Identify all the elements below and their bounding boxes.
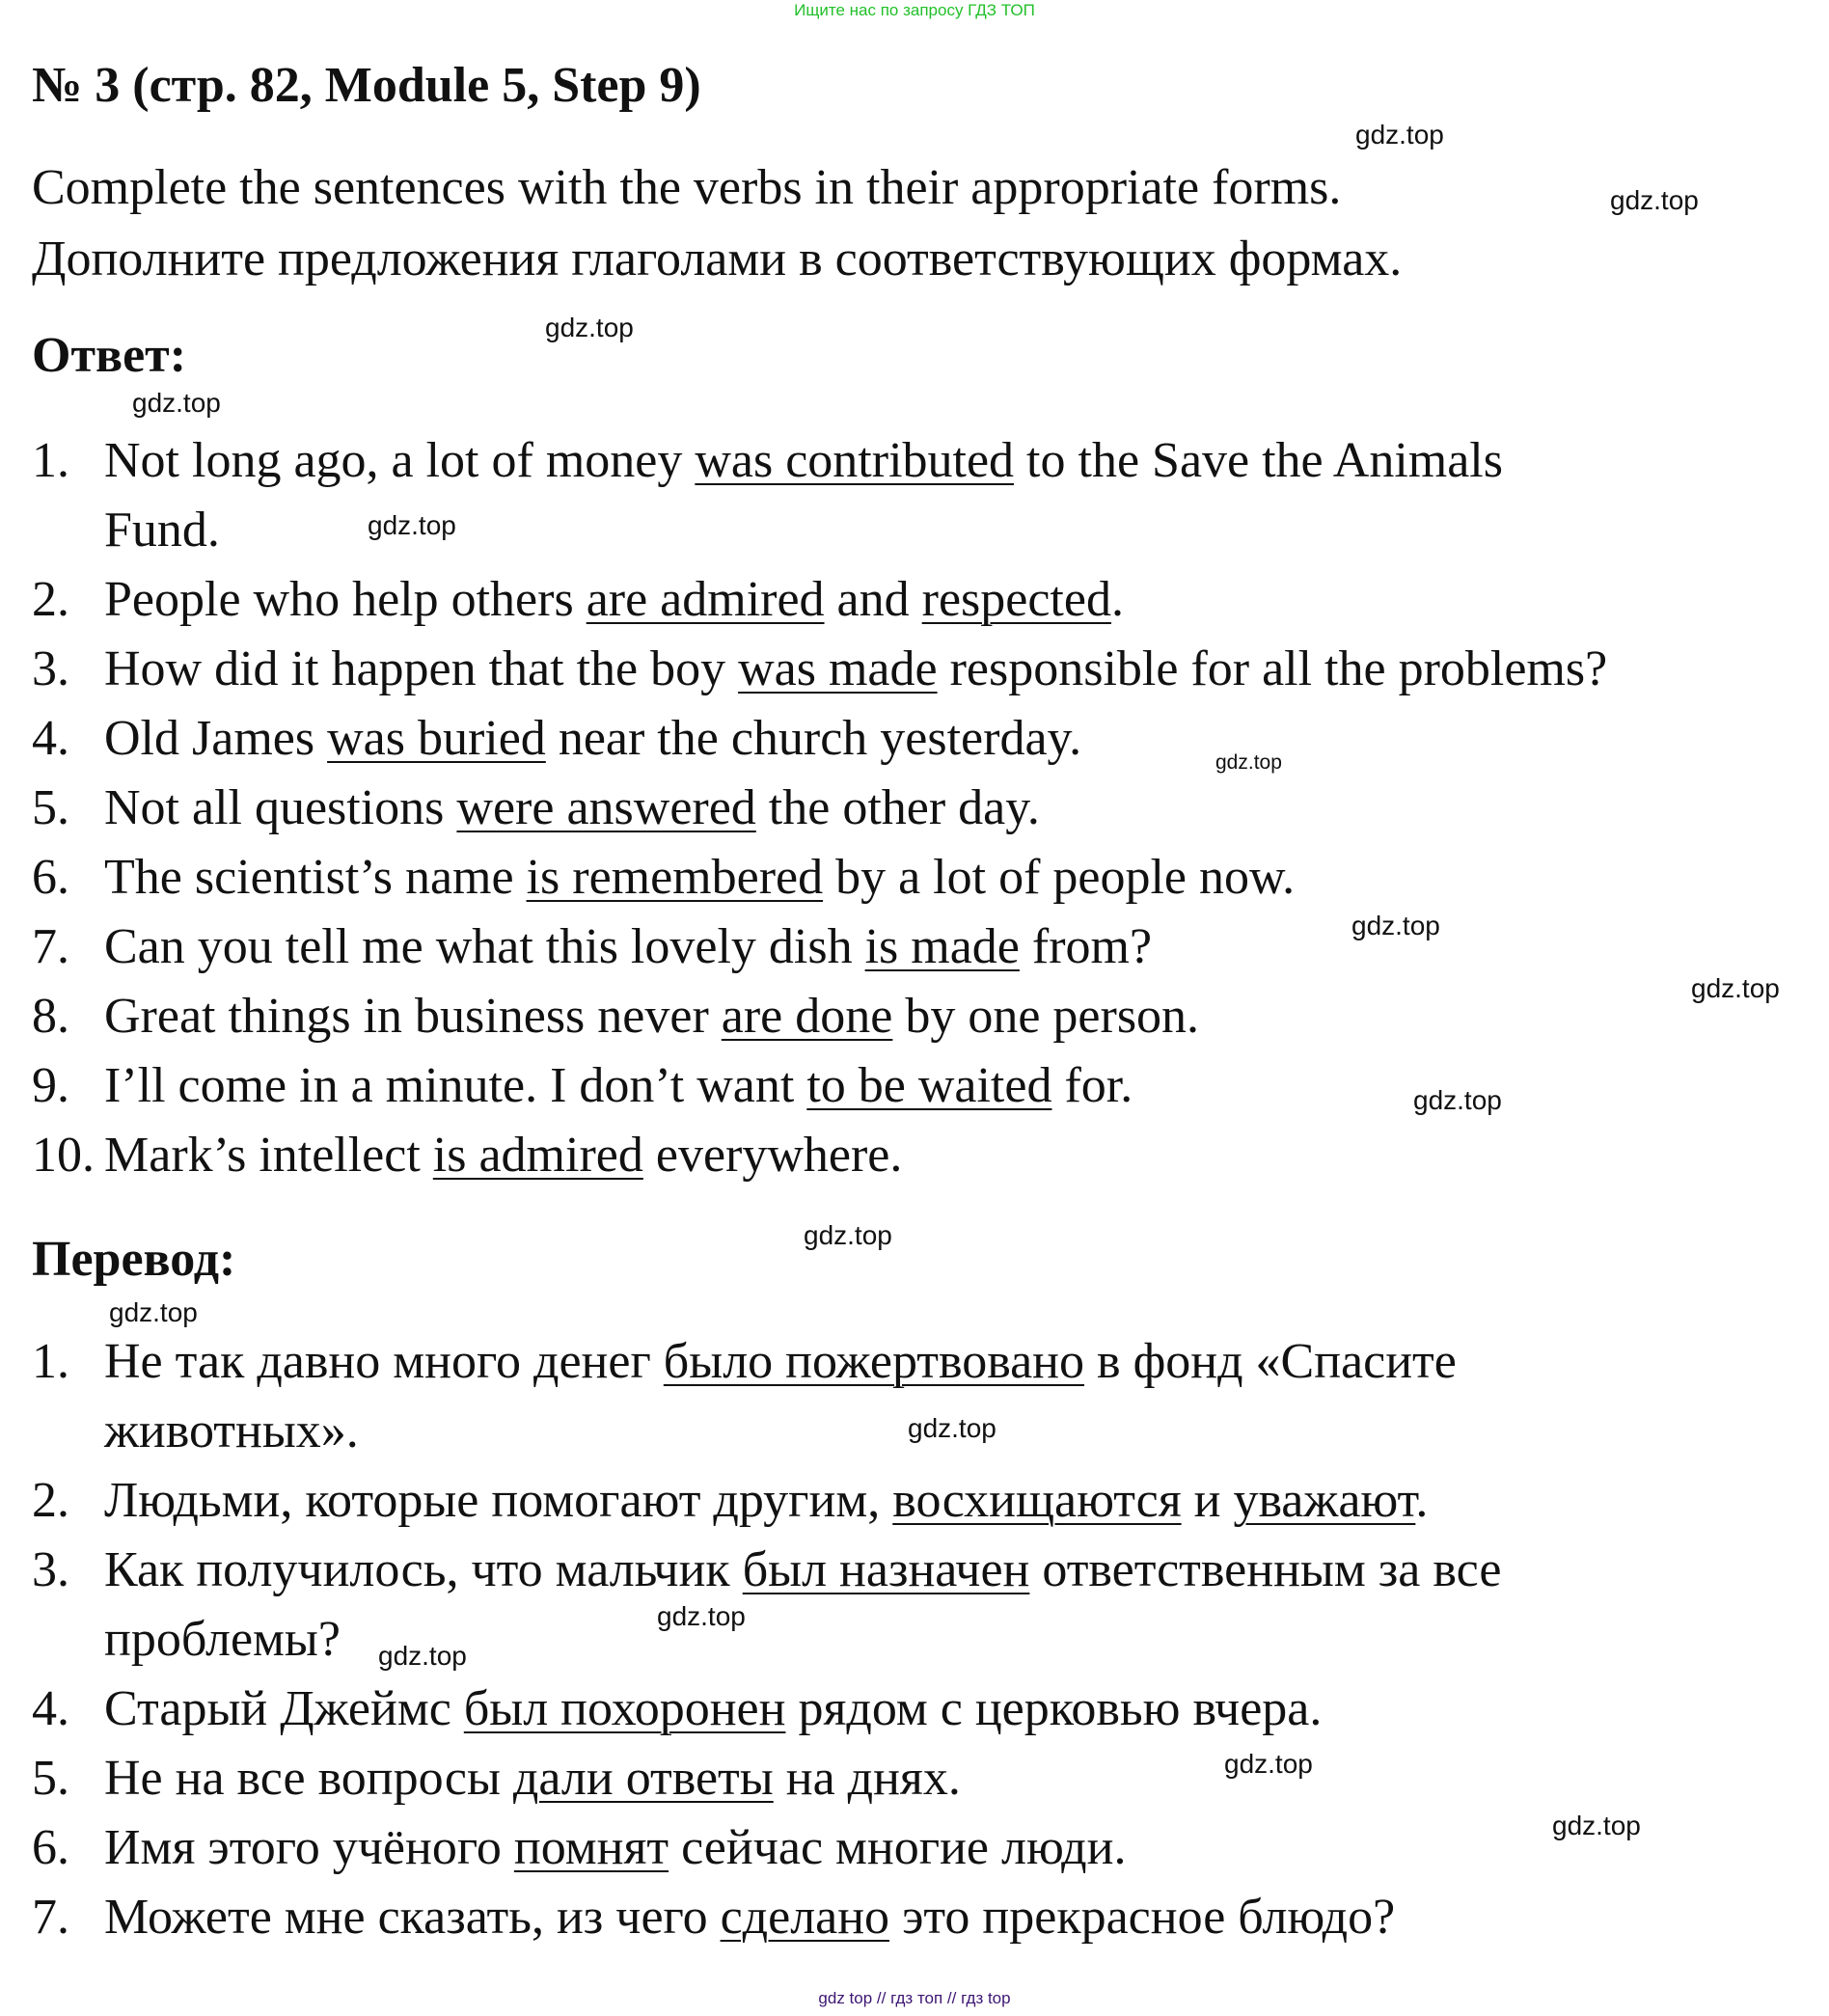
item-text [104,1051,1133,1121]
item-text [104,982,1199,1051]
item-text [104,1813,1126,1883]
item-number: 3. [32,641,69,696]
list-item [32,1675,1501,1744]
watermark: gdz.top [1224,1749,1313,1779]
list-item [32,1536,1501,1605]
item-text [104,1327,1457,1397]
item-text [104,1883,1395,1952]
watermark: gdz.top [1610,185,1699,215]
item-text [104,1605,341,1675]
text-segment: Old James [104,711,328,766]
text-segment: Mark’s intellect [104,1128,433,1183]
watermark: gdz.top [657,1601,746,1631]
item-number: 4. [32,711,69,766]
answer-heading: Ответ: [32,328,187,383]
translation-heading: Перевод: [32,1232,236,1287]
watermark: gdz.top [1691,973,1780,1003]
item-text [104,635,1607,704]
item-text [104,1397,359,1466]
text-segment: . [1415,1473,1429,1528]
list-item [32,843,1607,913]
text-segment: from? [1019,919,1153,974]
text-segment: to the Save the Animals [1014,433,1503,488]
text-segment: by one person. [892,989,1200,1044]
text-segment: Людьми, которые помогают другим, [104,1473,893,1528]
task-ru: Дополните предложения глаголами в соответствующих формах. [32,232,1403,286]
answer-verb: to be waited [806,1058,1052,1113]
text-segment: в фонд «Спасите [1084,1334,1457,1389]
watermark: gdz.top [368,510,456,540]
watermark: gdz.top [132,388,221,418]
item-number: 3. [32,1542,69,1597]
text-segment: Fund. [104,503,220,558]
answer-verb: was buried [327,711,546,766]
answer-verb: are done [721,989,893,1044]
text-segment: это прекрасное блюдо? [889,1890,1396,1945]
translation-list [32,1327,1501,1952]
list-item [32,1466,1501,1536]
footer-note: gdz top // гдз топ // гдз top [818,1989,1011,2007]
item-number: 10. [32,1128,95,1183]
item-number: 2. [32,1473,69,1528]
text-segment: Имя этого учёного [104,1820,514,1875]
text-segment: Not all questions [104,780,457,835]
text-segment: Как получилось, что мальчик [104,1542,743,1597]
watermark: gdz.top [545,313,634,342]
item-number: 5. [32,780,69,835]
list-item [32,1883,1501,1952]
text-segment: Не на все вопросы [104,1751,513,1806]
item-number: 6. [32,1820,69,1875]
text-segment: for. [1051,1058,1133,1113]
item-number: 5. [32,1751,69,1806]
watermark: gdz.top [109,1297,198,1327]
text-segment: Можете мне сказать, из чего [104,1890,721,1945]
watermark: gdz.top [1355,120,1444,150]
item-text [104,496,220,565]
item-text [104,843,1295,913]
text-segment: животных». [104,1403,359,1458]
text-segment: by a lot of people now. [823,850,1296,905]
text-segment: near the church yesterday. [545,711,1082,766]
answer-verb: was made [738,641,938,696]
text-segment: ответственным за все [1029,1542,1502,1597]
item-text [104,704,1081,774]
answer-verb: уважают [1233,1473,1416,1528]
item-text [104,1536,1501,1605]
list-item [32,426,1607,496]
answer-verb: восхищаются [892,1473,1182,1528]
indent [32,496,104,565]
item-number: 6. [32,850,69,905]
text-segment: сейчас многие люди. [669,1820,1127,1875]
answer-verb: were answered [456,780,756,835]
text-segment: everywhere. [642,1128,903,1183]
indent [32,1605,104,1675]
list-item [32,982,1607,1051]
item-number: 4. [32,1681,69,1736]
text-segment: Не так давно много денег [104,1334,664,1389]
list-item [32,774,1607,843]
watermark: gdz.top [1413,1085,1502,1115]
item-text [104,1675,1322,1744]
answer-verb: дали ответы [512,1751,774,1806]
answer-list [32,426,1607,1190]
answer-verb: are admired [586,572,825,627]
page-title: № 3 (стр. 82, Module 5, Step 9) [32,58,701,113]
text-segment: How did it happen that the boy [104,641,739,696]
item-number: 9. [32,1058,69,1113]
text-segment: . [1110,572,1124,627]
list-item [32,565,1607,635]
item-text [104,913,1152,982]
answer-verb: is remembered [526,850,824,905]
watermark: gdz.top [908,1413,996,1443]
list-item [32,1051,1607,1121]
answer-verb: был похоронен [463,1681,786,1736]
answer-verb: был назначен [742,1542,1030,1597]
task-en: Complete the sentences with the verbs in their appropriate forms. [32,160,1342,215]
answer-verb: помнят [513,1820,669,1875]
text-segment: and [824,572,922,627]
text-segment: рядом с церковью вчера. [785,1681,1323,1736]
list-item-continuation [32,1605,1501,1675]
list-item [32,635,1607,704]
item-number: 1. [32,433,69,488]
list-item-continuation [32,1397,1501,1466]
item-number: 8. [32,989,69,1044]
list-item [32,1327,1501,1397]
text-segment: Старый Джеймс [104,1681,464,1736]
item-number: 1. [32,1334,69,1389]
text-segment: на днях. [773,1751,961,1806]
item-text [104,1121,902,1190]
item-text [104,1466,1428,1536]
list-item-continuation [32,496,1607,565]
text-segment: the other day. [755,780,1040,835]
text-segment: The scientist’s name [104,850,527,905]
text-segment: responsible for all the problems? [937,641,1608,696]
item-number: 7. [32,919,69,974]
answer-verb: was contributed [695,433,1015,488]
item-text [104,774,1040,843]
list-item [32,1813,1501,1883]
item-number: 2. [32,572,69,627]
text-segment: I’ll come in a minute. I don’t want [104,1058,807,1113]
item-text [104,1744,961,1813]
header-note: Ищите нас по запросу ГДЗ ТОП [794,1,1035,19]
item-text [104,565,1124,635]
item-number: 7. [32,1890,69,1945]
indent [32,1397,104,1466]
answer-verb: сделано [720,1890,890,1945]
answer-verb: is admired [432,1128,643,1183]
item-text [104,426,1503,496]
watermark: gdz.top [1351,911,1440,940]
answer-verb: respected [921,572,1111,627]
list-item [32,704,1607,774]
watermark: gdz.top [804,1220,892,1250]
text-segment: Great things in business never [104,989,722,1044]
answer-verb: было пожертвовано [663,1334,1085,1389]
text-segment: Not long ago, a lot of money [104,433,696,488]
text-segment: проблемы? [104,1612,341,1667]
watermark: gdz.top [1215,751,1282,774]
watermark: gdz.top [378,1641,467,1671]
answer-verb: is made [864,919,1020,974]
text-segment: Can you tell me what this lovely dish [104,919,865,974]
text-segment: и [1181,1473,1234,1528]
text-segment: People who help others [104,572,587,627]
watermark: gdz.top [1552,1811,1641,1840]
list-item [32,1121,1607,1190]
